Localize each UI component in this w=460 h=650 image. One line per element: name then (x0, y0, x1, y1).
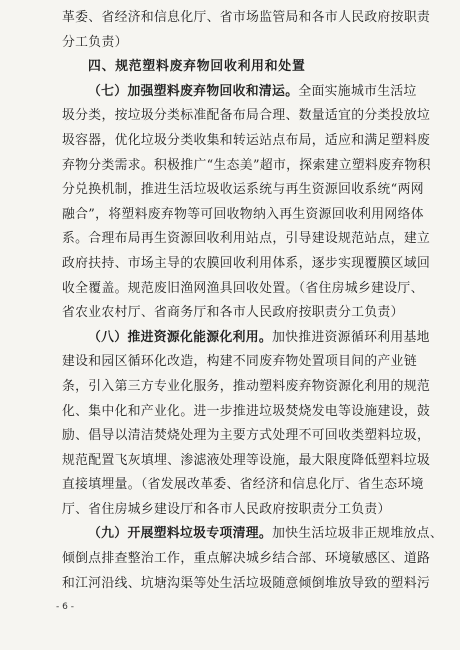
paragraph-lead: （九）开展塑料垃圾专项清理。 (88, 526, 273, 542)
text-line: 分兑换机制，推进生活垃圾收运系统与再生资源回收系统“两网 (62, 182, 424, 198)
paragraph-first-line (62, 522, 443, 547)
text-line: 倾倒点排查整治工作，重点解决城乡结合部、环境敏感区、道路 (62, 551, 431, 567)
paragraph-lead: （七）加强塑料废弃物回收和清运。 (88, 83, 299, 99)
text-line: 和江河沿线、坑塘沟渠等处生活垃圾随意倾倒堆放导致的塑料污 (62, 575, 431, 591)
text-line: 建设和园区循环化改造，构建不同废弃物处置项目间的产业链 (62, 354, 417, 370)
text-line: 化、集中化和产业化。进一步推进垃圾焚烧发电等设施建设，鼓 (62, 403, 431, 419)
text-line: 条，引入第三方专业化服务，推动塑料废弃物资源化利用的规范 (62, 378, 431, 394)
document-body (62, 6, 443, 596)
section-heading: 四、规范塑料废弃物回收利用和处置 (88, 59, 306, 75)
text-line: 圾分类，按垃圾分类标准配备布局合理、数量适宜的分类投放垃 (62, 108, 431, 124)
text-line: 弃物分类需求。积极推广“生态美”超市，探索建立塑料废弃物积 (62, 157, 431, 173)
text-line: 革委、省经济和信息化厅、省市场监管局和各市人民政府按职责 (62, 10, 431, 25)
paragraph-text: 加快生活垃圾非正规堆放点、 (272, 526, 443, 542)
text-line: 融合”，将塑料废弃物等可回收物纳入再生资源回收利用网络体 (62, 206, 424, 222)
page-number: - 6 - (56, 602, 74, 612)
text-line: 直接填埋量。（省发展改革委、省经济和信息化厅、省生态环境 (62, 477, 424, 493)
text-line: 励、倡导以清洁焚烧处理为主要方式处理不可回收类塑料垃圾， (62, 428, 431, 444)
text-line: 收全覆盖。规范废旧渔网渔具回收处置。（省住房城乡建设厅、 (62, 280, 424, 296)
text-line: 厅、省住房城乡建设厅和各市人民政府按职责分工负责） (62, 501, 391, 517)
paragraph-text: 全面实施城市生活垃 (298, 83, 417, 99)
text-line: 省农业农村厅、省商务厅和各市人民政府按职责分工负责） (62, 305, 404, 321)
text-line: 政府扶持、市场主导的农膜回收利用体系，逐步实现覆膜区域回 (62, 255, 431, 271)
text-line: 系。合理布局再生资源回收利用站点，引导建设规范站点，建立 (62, 231, 431, 247)
paragraph-first-line (62, 80, 417, 105)
paragraph-text: 加快推进资源循环利用基地 (272, 329, 430, 345)
text-line: 圾容器，优化垃圾分类收集和转运站点布局，适应和满足塑料废 (62, 132, 431, 148)
paragraph-first-line (62, 326, 430, 351)
paragraph-lead: （八）推进资源化能源化利用。 (88, 329, 273, 345)
text-line: 规范配置飞灰填埋、渗滤液处理等设施，最大限度降低塑料垃圾 (62, 452, 431, 468)
text-line: 分工负责） (62, 34, 128, 50)
